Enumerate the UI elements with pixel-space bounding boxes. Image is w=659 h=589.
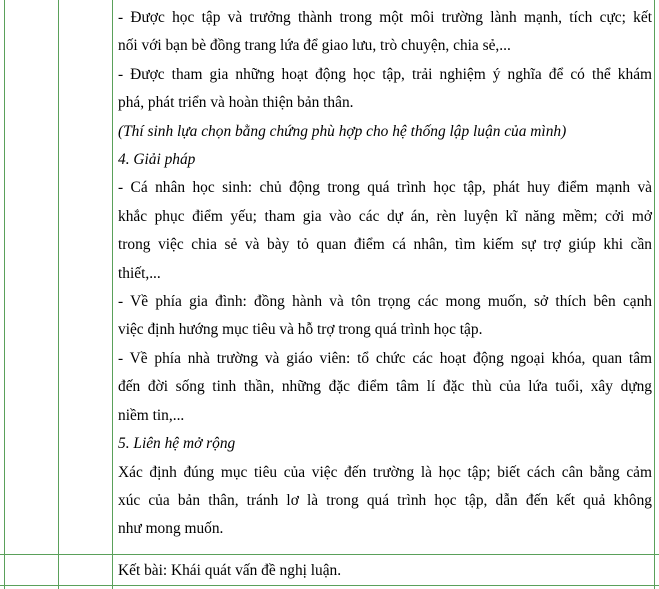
column-border-left <box>4 0 5 589</box>
paragraph-student <box>118 174 652 288</box>
column-border-2 <box>112 0 113 589</box>
text-line: Xác định đúng mục tiêu của việc đến trường là học tập; biết cách cân bằng cảm <box>118 463 652 481</box>
text-line: - Về phía nhà trường và giáo viên: tổ chức các hoạt động ngoại khóa, quan tâm <box>118 349 652 367</box>
paragraph-learning-env <box>118 4 652 61</box>
paragraph-family <box>118 288 652 345</box>
paragraph-goal <box>118 459 652 544</box>
text-line: thiết,... <box>118 264 161 282</box>
text-line: trong việc chia sẻ và bày tỏ quan điểm cá nhân, tìm kiếm sự trợ giúp khi cần <box>118 236 652 254</box>
text-line: khắc phục điểm yếu; tham gia vào các dự án, rèn luyện kĩ năng mềm; cởi mở <box>118 207 652 225</box>
text-line: đến đời sống tinh thần, những đặc điểm tâm lí đặc thù của lứa tuổi, xây dựng <box>118 378 652 396</box>
text-line: việc định hướng mục tiêu và hỗ trợ trong quá trình học tập. <box>118 321 483 339</box>
section-heading-extension <box>118 430 652 458</box>
paragraph-activities <box>118 61 652 118</box>
text-line: niềm tin,... <box>118 406 185 424</box>
column-border-1 <box>58 0 59 589</box>
paragraph-school <box>118 345 652 430</box>
text-line: - Cá nhân học sinh: chủ động trong quá trình học tập, phát huy điểm mạnh và <box>118 179 652 197</box>
paragraph-conclusion <box>118 557 652 585</box>
text-line: nối với bạn bè đồng trang lứa để giao lưu, trò chuyện, chia sẻ,... <box>118 37 511 55</box>
row-divider <box>0 554 659 555</box>
table-cell-conclusion <box>118 557 652 585</box>
text-line: Kết bài: Khái quát vấn đề nghị luận. <box>118 562 342 579</box>
column-border-right <box>654 0 655 589</box>
text-line: 4. Giải pháp <box>118 151 196 169</box>
paragraph-note <box>118 118 652 146</box>
text-line: - Về phía gia đình: đồng hành và tôn trọng các mong muốn, sở thích bên cạnh <box>118 293 652 311</box>
text-line: xúc của bản thân, tránh lơ là trong quá trình học tập, dẫn đến kết quả không <box>118 491 652 509</box>
text-line: (Thí sinh lựa chọn bằng chứng phù hợp cho hệ thống lập luận của mình) <box>118 122 567 140</box>
text-line: như mong muốn. <box>118 520 224 538</box>
text-line: phá, phát triển và hoàn thiện bản thân. <box>118 94 354 112</box>
text-line: - Được học tập và trưởng thành trong một môi trường lành mạnh, tích cực; kết <box>118 9 652 26</box>
table-cell-body <box>118 4 652 544</box>
text-line: - Được tham gia những hoạt động học tập, trải nghiệm ý nghĩa để có thể khám <box>118 65 652 83</box>
section-heading-solutions <box>118 146 652 174</box>
text-line: 5. Liên hệ mở rộng <box>118 435 236 453</box>
